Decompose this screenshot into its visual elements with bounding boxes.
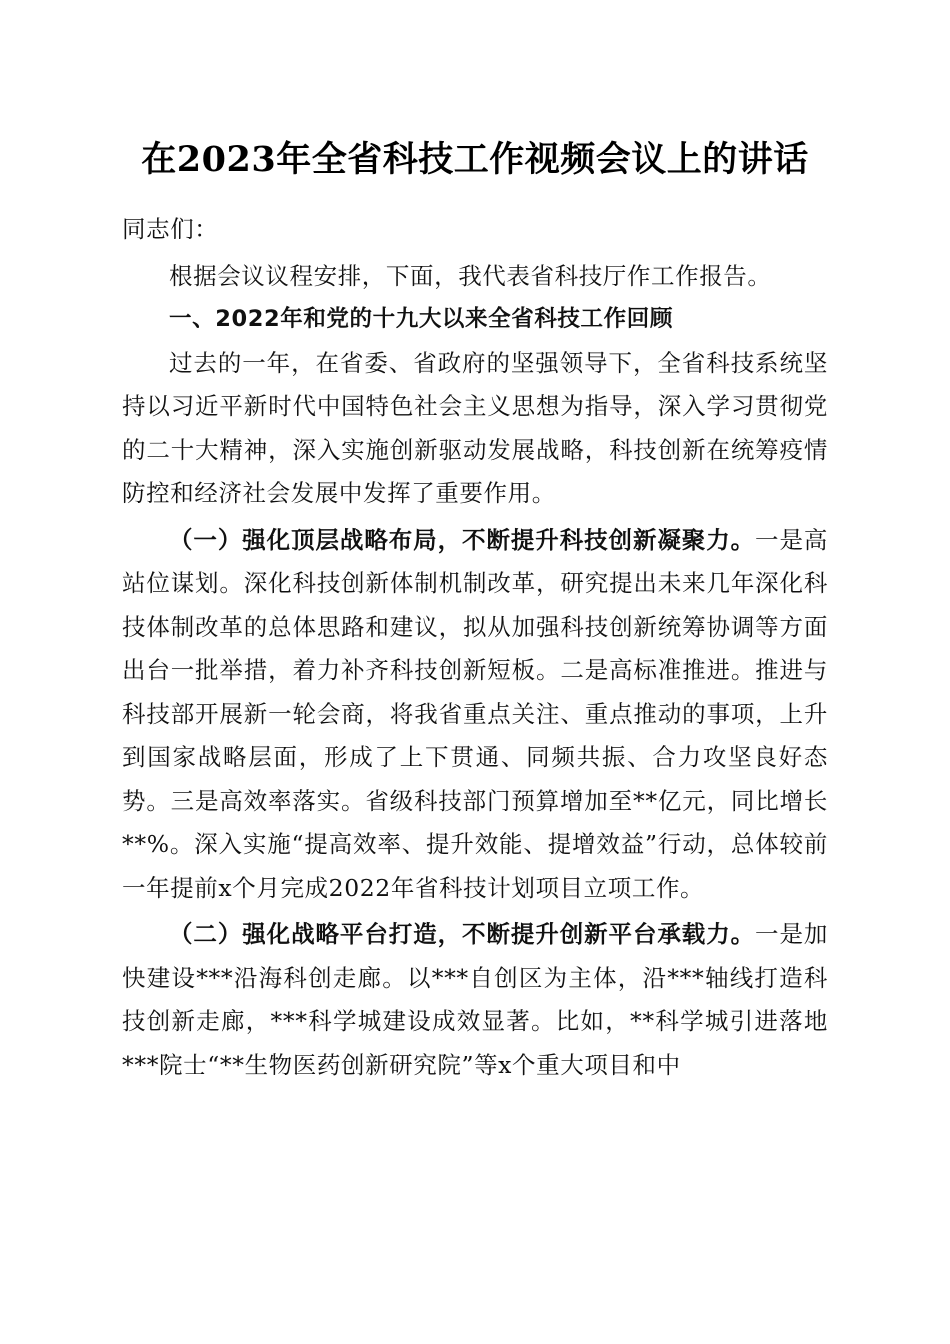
subsection-one-heading: （一）强化顶层战略布局，不断提升科技创新凝聚力。 [169,525,756,554]
salutation: 同志们： [122,215,219,243]
subsection-two-paragraph [122,913,828,1087]
subsection-two-heading: （二）强化战略平台打造，不断提升创新平台承载力。 [169,920,756,948]
intro-paragraph: 根据会议议程安排，下面，我代表省科技厅作工作报告。 [169,261,772,290]
subsection-one-text: 一是高站位谋划。深化科技创新体制机制改革，研究提出未来几年深化科技体制改革的总体思路和建议，拟从加强科技创新统筹协调等方面出台一批举措，着力补齐科技创新短板。二是高标准推进。推进与科技部开展新一轮会商，将我省重点关注、重点推动的事项，上升到国家战略层面，形成了上下贯通、同频共振、合力攻坚良好态势。三是高效率落实。省级科技部门预算增加至**亿元，同比增长**%。深入实施“提高效率、提升效能、提增效益”行动，总体较前一年提前x个月完成2022年省科技计划项目立项工作。 [122,525,828,902]
document-body [122,208,828,1087]
document-title: 在2023年全省科技工作视频会议上的讲话 [141,139,809,180]
subsection-one-paragraph [122,519,828,911]
subsection-two-text: 一是加快建设***沿海科创走廊。以***自创区为主体，沿***轴线打造科技创新走廊，***科学城建设成效显著。比如，**科学城引进落地***院士“**生物医药创新研究院”等x个重大项目和中 [122,920,828,1079]
review-paragraph: 过去的一年，在省委、省政府的坚强领导下，全省科技系统坚持以习近平新时代中国特色社会主义思想为指导，深入学习贯彻党的二十大精神，深入实施创新驱动发展战略，科技创新在统筹疫情防控和经济社会发展中发挥了重要作用。 [122,348,828,507]
section-heading-review: 一、2022年和党的十九大以来全省科技工作回顾 [169,306,673,332]
